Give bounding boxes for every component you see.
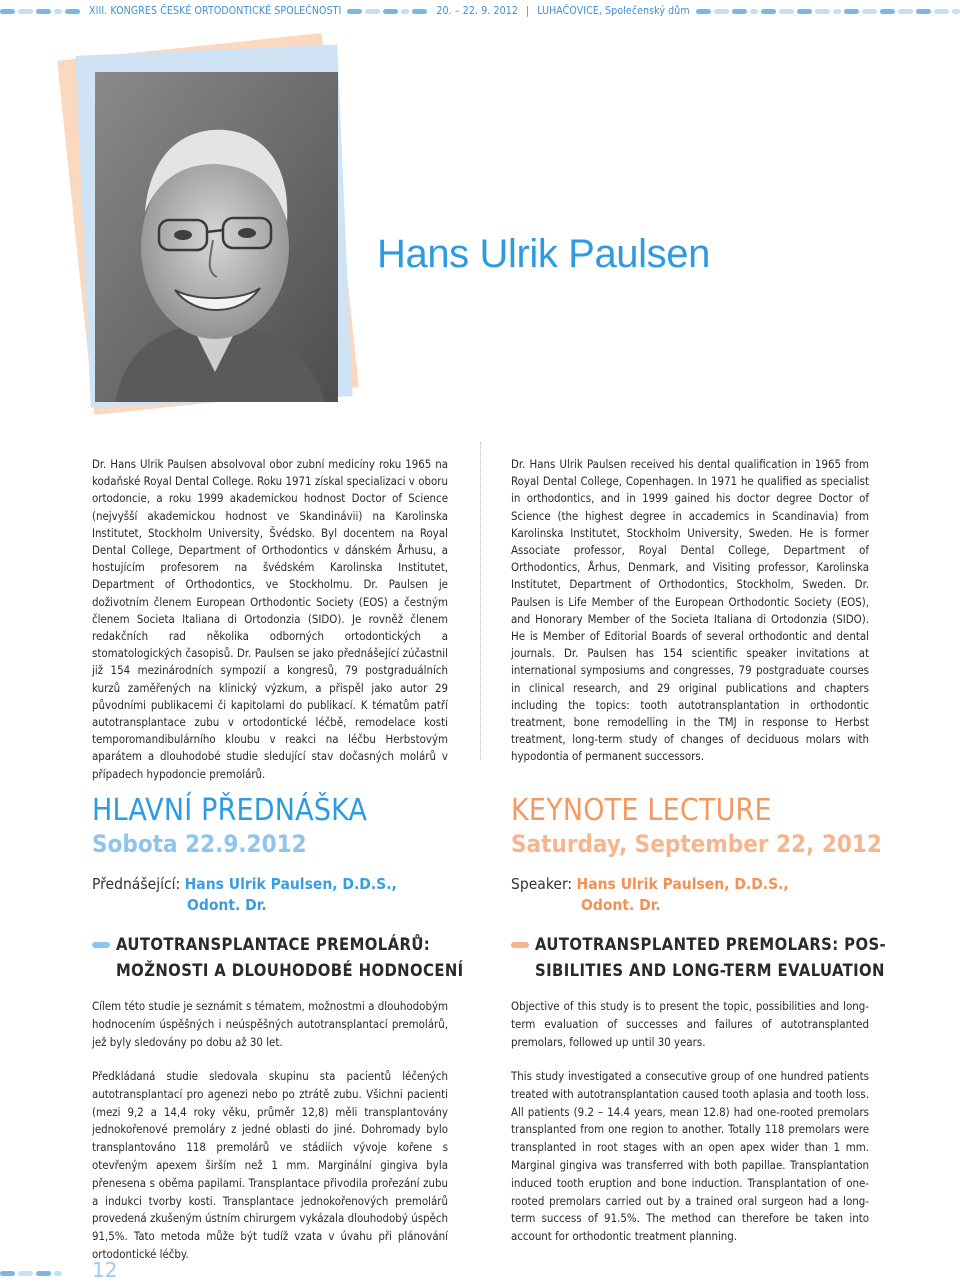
header-separator: | [525, 5, 530, 17]
header-dash [696, 9, 711, 14]
header-dash [880, 9, 895, 14]
header-dash [65, 9, 80, 14]
header-dash [916, 9, 931, 14]
header-dash [934, 9, 949, 14]
header-dash [833, 9, 841, 14]
lecture-title-en: KEYNOTE LECTURE [511, 793, 772, 828]
topic-title-en-line1: AUTOTRANSPLANTED PREMOLARS: POS- [535, 935, 887, 954]
speaker-name-heading: Hans Ulrik Paulsen [377, 232, 710, 276]
header-dash [0, 9, 15, 14]
lecture-date-en: Saturday, September 22, 2012 [511, 830, 882, 858]
speaker-name-en-2: Odont. Dr. [581, 896, 661, 914]
abstract-body-cz: Předkládaná studie sledovala skupinu sta pacientů léčených autotransplantací pro agenezi nebo po ztrátě zubu. Všichni pacienti (mezi 9,2 a 14,4 roky věku, průměr 12,8) měli transplantovány jednokořenové premoláry z jedné oblasti do jiné. Dohromady bylo transplantováno 118 premolárů ve stádiích vývoje kořene s otevřeným apexem širším než 1 mm. Marginální gingiva byla přenesena s oběma papilami. Transplantace přivodila prořezání zubu a indukci tvorby kosti. Transplantace jednokořenových premolárů provedená zkušeným ústním chirurgem vykázala dlouhodobý úspěch 91,5%. Tato metoda může být tudíž vzata v úvahu při plánování ortodontické léčby. [92, 1069, 448, 1261]
speaker-line-cz [92, 874, 397, 916]
topic-title-cz-line1: AUTOTRANSPLANTACE PREMOLÁRŮ: [116, 935, 431, 954]
header-dash [732, 9, 747, 14]
topic-title-cz-line2: MOŽNOSTI A DLOUHODOBÉ HODNOCENÍ [116, 961, 464, 980]
footer-dash [0, 1271, 15, 1276]
header-dash [714, 9, 729, 14]
header-dash [952, 9, 960, 14]
speaker-name-en-1: Hans Ulrik Paulsen, D.D.S., [576, 875, 789, 893]
header-dash [750, 9, 758, 14]
footer-dash [54, 1271, 62, 1276]
header-dash [18, 9, 33, 14]
header-dates: 20. – 22. 9. 2012 [436, 5, 518, 17]
portrait-photo [95, 72, 338, 402]
header-dash [898, 9, 913, 14]
footer-dashes [0, 1268, 65, 1278]
speaker-line-en [511, 874, 789, 916]
header-dash [862, 9, 877, 14]
header-dash [844, 9, 859, 14]
header-congress: XIII. KONGRES ČESKÉ ORTODONTICKÉ SPOLEČNOSTI [89, 5, 342, 17]
header-venue: LUHAČOVICE, Společenský dům [537, 5, 690, 17]
topic-bullet-cz [92, 942, 110, 948]
topic-title-en-line2: SIBILITIES AND LONG-TERM EVALUATION [535, 961, 885, 980]
topic-title-cz [116, 932, 464, 984]
abstract-body-en: This study investigated a consecutive group of one hundred patients treated with autotransplantation caused tooth aplasia and tooth loss. All patients (9.2 – 14.4 years, mean 12.8) had one-rooted premolars transplanted from one region to another. Totally 118 premolars were transplanted in root stages with an open apex wider than 1 mm. Marginal gingiva was transferred with both papillae. Transplantation induced tooth eruption and bone induction. Transplantation of one-rooted premolars carried out by a trained oral surgeon had a long-term success of 91.5%. The method can therefore be taken into account for orthodontic treatment planning. [511, 1069, 869, 1244]
portrait-illustration [95, 72, 338, 402]
abstract-objective-en: Objective of this study is to present the topic, possibilities and long-term evaluation of successes and failures of autotransplanted premolars, followed up until 30 years. [511, 999, 869, 1049]
speaker-label-en: Speaker: [511, 875, 573, 893]
bio-czech: Dr. Hans Ulrik Paulsen absolvoval obor zubní medicíny roku 1965 na kodaňské Royal Dental College. Roku 1971 získal specializaci v oboru ortodoncie, a roku 1999 akademickou hodnost Doctor of Science (nejvyšší akademickou hodnost ve Skandinávii) na Karolinska Institutet, Stockholm University, Švédsko. Byl docentem na Royal Dental College, Department of Orthodontics v dánském Århusu, a hostujícím profesorem na švédském Karolinska Institutet, Department of Orthodontics, ve Stockholmu. Dr. Paulsen je doživotním členem European Orthodontic Society (EOS) a čestným členem Societa Italiana di Ortodonzia (SIDO). Je rovněž členem redakčních rad několika odborných ortodontických a stomatologických časopisů. Dr. Paulsen se jako přednášející zúčastnil již 154 mezinárodních sympozií a kongresů, 79 postgraduálních kurzů zaměřených na klinický výzkum, a přispěl jako autor 29 původními publikacemi či kapitolami do publikací. K tématům patří autotransplantace zubu v ortodontické léčbě, remodelace kosti temporomandibulárního kloubu v reakci na léčbu Herbstovým aparátem a dlouhodobé studie sledující stav dočasných molárů v případech hypodoncie premolárů. [92, 457, 448, 781]
header-dash [779, 9, 794, 14]
speaker-label-cz: Přednášející: [92, 875, 181, 893]
header-dash [54, 9, 62, 14]
header-dash [412, 9, 427, 14]
header-dash [797, 9, 812, 14]
header-dash [36, 9, 51, 14]
header-dash [383, 9, 398, 14]
speaker-name-cz-2: Odont. Dr. [187, 896, 267, 914]
bio-english: Dr. Hans Ulrik Paulsen received his dental qualification in 1965 from Royal Dental College, Copenhagen. In 1971 he qualified as specialist in orthodontics, and in 1999 gained his doctor degree Doctor of Science (the highest degree in accademics in Scandinavia) from Karolinska Institutet, Stockholm University, Sweden. He is former Associate professor, Royal Dental College, Department of Orthodontics, Århus, Denmark, and Visiting professor, Karolinska Institutet, Department of Orthodontics, Stockholm, Sweden. Dr. Paulsen is Life Member of the European Orthodontic Society (EOS), and Honorary Member of the Societa Italiana di Ortodonzia (SIDO). He is Member of Editorial Boards of several orthodontic and dental journals. Dr. Paulsen has 154 scientific speaker invitations at international symposiums and congresses, 79 postgraduate courses in clinical research, and 29 original publications and chapters including the topics: tooth autotransplantation in orthodontic treatment, bone remodelling in the TMJ in response to Herbst treatment, long-term study of changes of deciduous molars with hypodontia of permanent successors. [511, 457, 869, 764]
lecture-date-cz: Sobota 22.9.2012 [92, 830, 307, 858]
header-dash [761, 9, 776, 14]
header-dash [365, 9, 380, 14]
speaker-name-cz-1: Hans Ulrik Paulsen, D.D.S., [184, 875, 397, 893]
column-divider [480, 442, 481, 760]
header-dash [347, 9, 362, 14]
topic-bullet-en [511, 942, 529, 948]
page-header [0, 2, 960, 20]
header-dash [815, 9, 830, 14]
page-number: 12 [92, 1258, 118, 1282]
abstract-objective-cz: Cílem této studie je seznámit s tématem, možnostmi a dlouhodobým hodnocením úspěšných i neúspěšných autotransplantací premolárů, jež byly sledovány po dobu až 30 let. [92, 999, 448, 1049]
footer-dash [36, 1271, 51, 1276]
header-dash [401, 9, 409, 14]
footer-dash [18, 1271, 33, 1276]
lecture-title-cz: HLAVNÍ PŘEDNÁŠKA [92, 793, 368, 828]
topic-title-en [535, 932, 886, 984]
